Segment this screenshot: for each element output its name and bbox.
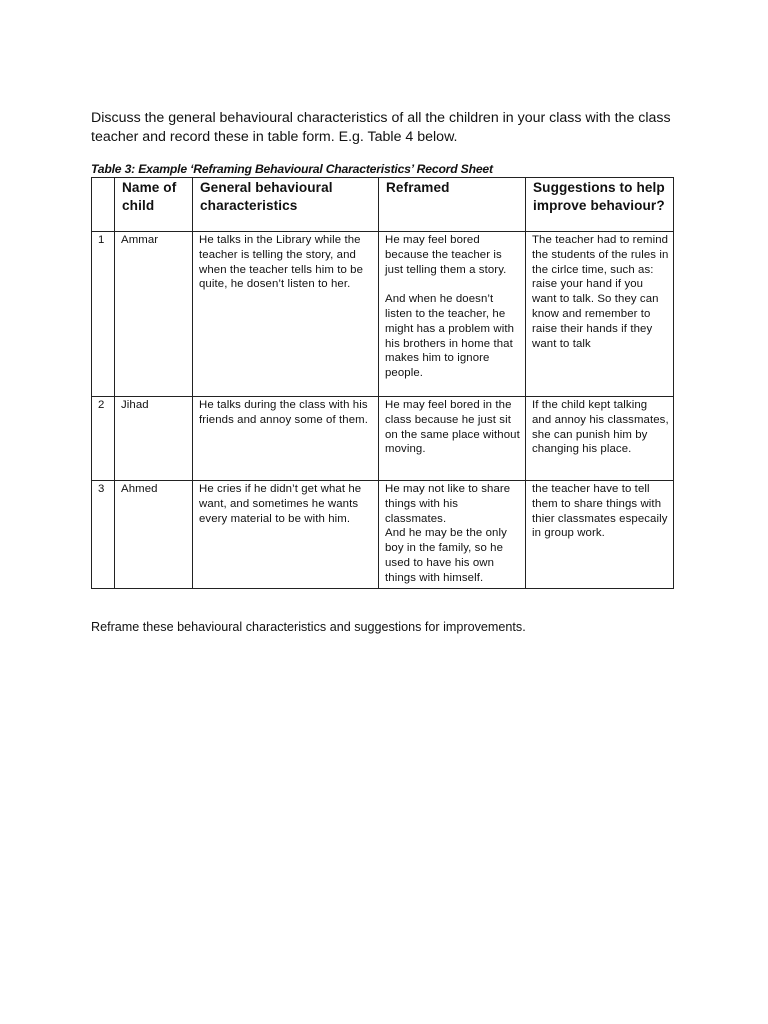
child-name: Jihad [115, 397, 193, 481]
reframed-text: He may feel bored in the class because he just sit on the same place without moving. [385, 399, 520, 456]
general-text: He talks during the class with his friends and annoy some of them. [199, 399, 368, 426]
table-caption: Table 3: Example ‘Reframing Behavioural Characteristics’ Record Sheet [91, 162, 493, 176]
suggestions-text: If the child kept talking and annoy his classmates, she can punish him by changing his place. [532, 399, 669, 456]
row-number: 2 [92, 397, 115, 481]
record-sheet-table [91, 177, 674, 589]
table-row [92, 397, 674, 481]
closing-instruction: Reframe these behavioural characteristics and suggestions for improvements. [91, 620, 526, 634]
general-characteristics [193, 232, 379, 397]
table-row [92, 232, 674, 397]
reframed-characteristics [379, 481, 526, 589]
suggestions [526, 481, 674, 589]
header-name: Name of child [115, 178, 193, 232]
header-general: General behavioural characteristics [193, 178, 379, 232]
general-text: He cries if he didn’t get what he want, and sometimes he wants every material to be with him. [199, 483, 362, 525]
general-characteristics [193, 397, 379, 481]
intro-paragraph: Discuss the general behavioural characteristics of all the children in your class with the class teacher and record these in table form. E.g. Table 4 below. [91, 110, 671, 145]
table-header-row [92, 178, 674, 232]
header-reframed: Reframed [379, 178, 526, 232]
suggestions [526, 232, 674, 397]
child-name: Ammar [115, 232, 193, 397]
header-number [92, 178, 115, 232]
suggestions-text: the teacher have to tell them to share things with thier classmates especaily in group work. [532, 483, 668, 540]
table-row [92, 481, 674, 589]
header-suggestions: Suggestions to help improve behaviour? [526, 178, 674, 232]
row-number: 1 [92, 232, 115, 397]
reframed-characteristics [379, 232, 526, 397]
child-name: Ahmed [115, 481, 193, 589]
reframed-text: He may feel bored because the teacher is just telling them a story. And when he doesn’t listen to the teacher, he might has a problem with his brothers in home that makes him to ignore people. [385, 234, 515, 380]
general-characteristics [193, 481, 379, 589]
suggestions [526, 397, 674, 481]
reframed-characteristics [379, 397, 526, 481]
row-number: 3 [92, 481, 115, 589]
general-text: He talks in the Library while the teacher is telling the story, and when the teacher tells him to be quite, he dosen’t listen to her. [199, 234, 364, 291]
suggestions-text: The teacher had to remind the students of the rules in the cirlce time, such as: raise your hand if you want to talk. So they can know and remember to raise their hands if they want to talk [532, 234, 669, 350]
reframed-text: He may not like to share things with his classmates. And he may be the only boy in the family, so he used to have his own things with himself. [385, 483, 511, 584]
